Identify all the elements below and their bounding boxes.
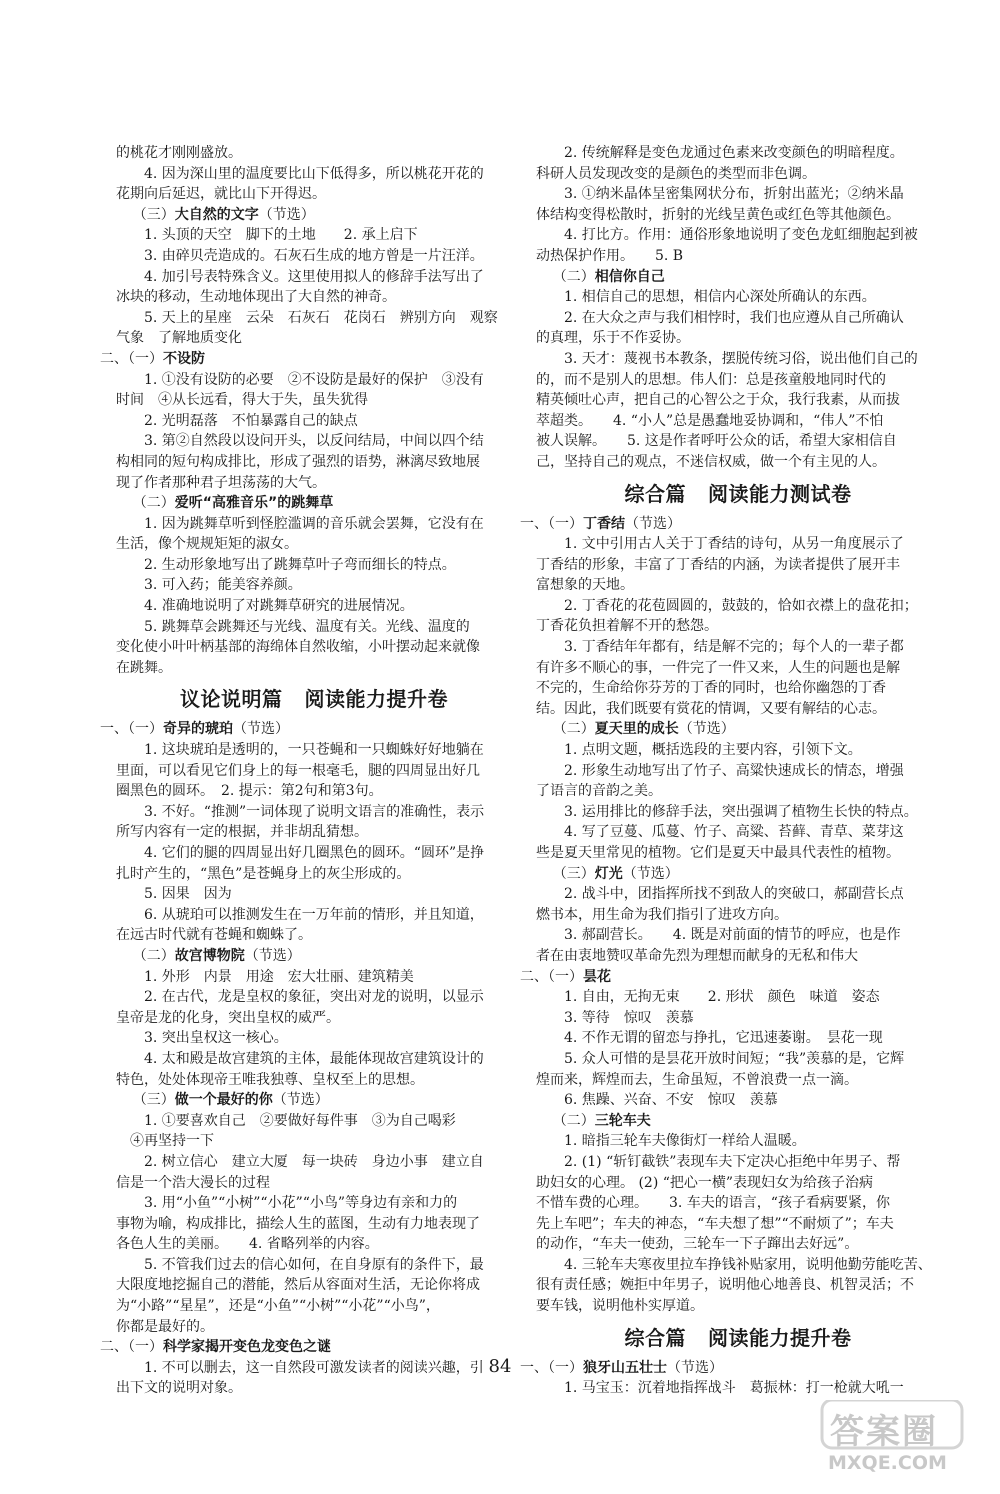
text-line: 3. 可入药；能美容养颜。 xyxy=(144,577,302,594)
text-line: 现了作者那种君子坦荡荡的大气。 xyxy=(116,474,326,491)
right-column xyxy=(520,143,940,1399)
text-line: 3. 等待 惊叹 羡慕 xyxy=(564,1009,694,1026)
text-line: 先上车吧”；车夫的神态，“车夫想了想”“不耐烦了”；车夫 xyxy=(536,1215,894,1232)
text-line: 你都是最好的。 xyxy=(116,1318,214,1335)
text-line: 4. 加引号表特殊含义。这里使用拟人的修辞手法写出了 xyxy=(144,268,484,285)
text-line: 2. 战斗中，团指挥所找不到敌人的突破口，郝副营长点 xyxy=(564,886,904,903)
text-line: 助妇女的心理。 (2) “把心一横”表现妇女为给孩子治病 xyxy=(536,1174,874,1191)
text-line: 3. 第②自然段以设问开头，以反问结局，中间以四个结 xyxy=(144,433,484,450)
section-heading xyxy=(536,483,940,505)
text-line: 萃超类。 4. “小人”总是愚蠢地妥协调和，“伟人”不怕 xyxy=(536,412,884,429)
text-line: 很有责任感；婉拒中年男子，说明他心地善良、机智灵活；不 xyxy=(536,1277,914,1294)
text-line: 2. 光明磊落 不怕暴露自己的缺点 xyxy=(144,412,358,429)
text-line: 了语言的音韵之美。 xyxy=(536,783,662,800)
label-title: 做一个最好的你 xyxy=(174,1092,273,1109)
subsection-label xyxy=(116,493,512,514)
label-title: 相信你自己 xyxy=(594,268,665,285)
text-line: 1. 暗指三轮车夫像街灯一样给人温暖。 xyxy=(564,1133,806,1150)
section-heading xyxy=(536,1327,940,1349)
text-line: 2. 在古代，龙是皇权的象征，突出对龙的说明，以显示 xyxy=(144,989,484,1006)
label-post: （节选） xyxy=(272,1092,329,1109)
label-title: 灯光 xyxy=(594,865,623,882)
text-line: 为“小路”“星星”，还是“小鱼”“小树”“小花”“小鸟”， xyxy=(116,1298,440,1315)
label-pre: 二、（一） xyxy=(520,968,583,985)
text-line: 的真理，乐于不作妥协。 xyxy=(536,330,690,347)
label-pre: （二） xyxy=(132,495,175,512)
text-line: 特色，处处体现帝王唯我独尊、皇权至上的思想。 xyxy=(116,1071,424,1088)
text-line: 己，坚持自己的观点，不迷信权威，做一个有主见的人。 xyxy=(536,453,886,470)
text-line: 4. 太和殿是故宫建筑的主体，最能体现故宫建筑设计的 xyxy=(144,1050,484,1067)
label-pre: 二、（一） xyxy=(100,350,163,367)
label-title: 丁香结 xyxy=(583,515,625,532)
text-line: 1. 文中引用古人关于丁香结的诗句，从另一角度展示了 xyxy=(564,536,904,553)
label-title: 科学家揭开变色龙变色之谜 xyxy=(163,1339,331,1356)
heading-part: 综合篇 xyxy=(624,481,686,506)
text-line: 4. 它们的腿的四周显出好几圈黑色的圆环。“圆环”是挣 xyxy=(144,845,485,861)
label-pre: （二） xyxy=(552,721,595,738)
text-line: 6. 从琥珀可以推测发生在一万年前的情形，并且知道， xyxy=(144,906,484,923)
section-label xyxy=(520,967,940,988)
label-title: 奇异的琥珀 xyxy=(163,721,233,738)
text-line: 的动作，“车夫一使劲，三轮车一下子蹿出去好远”。 xyxy=(536,1236,859,1253)
label-post: （节选） xyxy=(233,721,289,738)
text-line: 1. 马宝玉：沉着地指挥战斗 葛振林：打一枪就大吼一 xyxy=(564,1380,904,1397)
label-post: （节选） xyxy=(622,865,679,882)
text-line: 1. 自由，无拘无束 2. 形状 颜色 味道 姿态 xyxy=(564,989,880,1006)
label-title: 大自然的文字 xyxy=(174,206,259,223)
heading-part: 阅读能力提升卷 xyxy=(304,687,448,712)
text-line: ④再坚持一下 xyxy=(116,1133,214,1150)
text-line: 1. 因为跳舞草听到怪腔滥调的音乐就会罢舞，它没有在 xyxy=(144,515,484,532)
text-line: 生活，像个规规矩矩的淑女。 xyxy=(116,536,298,553)
text-line: 2. 生动形象地写出了跳舞草叶子弯而细长的特点。 xyxy=(144,556,456,573)
text-line: 气象 了解地质变化 xyxy=(116,330,242,347)
text-line: 富想象的天地。 xyxy=(536,577,634,594)
heading-part: 议论说明篇 xyxy=(180,687,283,712)
text-line: 6. 焦躁、兴奋、不安 惊叹 羡慕 xyxy=(564,1092,778,1109)
text-line: 丁香花负担着解不开的愁怨。 xyxy=(536,618,718,635)
label-post: （节选） xyxy=(667,1359,723,1376)
text-line: 者在由衷地赞叹革命先烈为理想而献身的无私和伟大 xyxy=(536,947,858,964)
label-title: 爱听“高雅音乐”的跳舞草 xyxy=(174,495,334,512)
text-line: 4. 不作无谓的留恋与挣扎，它迅速萎谢。 昙花一现 xyxy=(564,1030,883,1047)
watermark-logo xyxy=(820,1400,970,1490)
text-line: 1. 点明文题，概括选段的主要内容，引领下文。 xyxy=(564,742,862,759)
text-line: 1. ①要喜欢自己 ②要做好每件事 ③为自己喝彩 xyxy=(144,1112,456,1129)
text-line: 些是夏天里常见的植物。它们是夏天中最具代表性的植物。 xyxy=(536,845,900,861)
text-line: 变化使小叶叶柄基部的海绵体自然收缩，小叶摆动起来就像 xyxy=(116,639,480,656)
text-line: 所写内容有一定的根据，并非胡乱猜想。 xyxy=(116,824,368,841)
text-line: 1. ①没有设防的必要 ②不设防是最好的保护 ③没有 xyxy=(144,371,484,388)
text-line: 不完的，生命给你芬芳的丁香的同时，也给你幽怨的丁香 xyxy=(536,680,886,697)
text-line: 丁香结的形象，丰富了丁香结的内涵，为读者提供了展开丰 xyxy=(536,556,900,573)
text-line: 3. 运用排比的修辞手法，突出强调了植物生长快的特点。 xyxy=(564,803,918,820)
text-line: 4. 三轮车夫寒夜里拉车挣钱补贴家用，说明他勤劳能吃苦、 xyxy=(564,1256,932,1273)
text-line: 动热保护作用。 5. B xyxy=(536,247,684,264)
text-line: 的桃花才刚刚盛放。 xyxy=(116,145,242,161)
text-line: 大限度地挖掘自己的潜能，然后从容面对生活，无论你将成 xyxy=(116,1277,480,1294)
text-line: 在跳舞。 xyxy=(116,659,172,676)
text-line: 扎时产生的，“黑色”是苍蝇身上的灰尘形成的。 xyxy=(116,865,411,882)
section-heading xyxy=(116,688,512,710)
text-line: 2. 丁香花的花苞圆圆的，鼓鼓的，恰如衣襟上的盘花扣； xyxy=(564,597,918,614)
label-title: 三轮车夫 xyxy=(594,1112,651,1129)
label-pre: （二） xyxy=(552,1112,595,1129)
text-line: 结。因此，我们既要有赏花的情调，又要有解结的心志。 xyxy=(536,700,886,717)
section-label xyxy=(100,719,512,740)
text-line: 1. 这块琥珀是透明的，一只苍蝇和一只蜘蛛好好地躺在 xyxy=(144,742,484,759)
watermark-url: MXQE.COM xyxy=(828,1452,947,1474)
subsection-label xyxy=(116,1090,512,1111)
text-line: 3. 丁香结年年都有，结是解不完的；每个人的一辈子都 xyxy=(564,639,904,656)
label-post: （节选） xyxy=(258,206,315,223)
heading-part: 阅读能力测试卷 xyxy=(708,481,852,506)
heading-part: 阅读能力提升卷 xyxy=(708,1325,852,1350)
text-line: 信是一个浩大漫长的过程 xyxy=(116,1174,270,1191)
text-line: 冰块的移动，生动地体现出了大自然的神奇。 xyxy=(116,289,396,306)
text-line: 1. 不可以删去，这一自然段可激发读者的阅读兴趣，引 xyxy=(144,1359,484,1376)
subsection-label xyxy=(536,719,940,740)
text-line: 4. 写了豆蔓、瓜蔓、竹子、高粱、苔藓、青草、菜芽这 xyxy=(564,824,904,841)
text-line: 4. 打比方。作用：通俗形象地说明了变色龙虹细胞起到被 xyxy=(564,227,918,244)
text-line: 2. 在大众之声与我们相悖时，我们也应遵从自己所确认 xyxy=(564,309,904,326)
text-line: 1. 外形 内景 用途 宏大壮丽、建筑精美 xyxy=(144,968,414,985)
text-line: 5. 众人可惜的是昙花开放时间短；“我”羡慕的是，它辉 xyxy=(564,1050,905,1067)
text-line: 1. 相信自己的思想，相信内心深处所确认的东西。 xyxy=(564,289,876,306)
section-label xyxy=(100,349,512,370)
text-line: 有许多不顺心的事，一件完了一件又来，人生的问题也是解 xyxy=(536,659,900,676)
text-line: 圈黑色的圆环。 2. 提示：第2句和第3句。 xyxy=(116,783,383,800)
label-pre: 二、（一） xyxy=(100,1339,163,1356)
text-line: 3. 不好。“推测”一词体现了说明文语言的准确性，表示 xyxy=(144,803,485,820)
text-line: 3. 突出皇权这一核心。 xyxy=(144,1030,288,1047)
text-line: 花期向后延迟，就比山下开得迟。 xyxy=(116,186,326,203)
text-line: 被人误解。 5. 这是作者呼吁公众的话，希望大家相信自 xyxy=(536,433,897,450)
text-line: 煌而来，辉煌而去，生命虽短，不曾浪费一点一滴。 xyxy=(536,1071,858,1088)
subsection-label xyxy=(536,864,940,885)
text-line: 2. 传统解释是变色龙通过色素来改变颜色的明暗程度。 xyxy=(564,145,904,161)
text-line: 2. (1) “斩钉截铁”表现车夫下定决心拒绝中年男子、帮 xyxy=(564,1153,901,1170)
text-line: 时间 ④从长远看，得大于失，虽失犹得 xyxy=(116,392,368,409)
subsection-label xyxy=(536,1111,940,1132)
section-label xyxy=(520,514,940,535)
label-title: 故宫博物院 xyxy=(174,947,245,964)
text-line: 燃书本，用生命为我们指引了进攻方向。 xyxy=(536,906,788,923)
heading-part: 综合篇 xyxy=(624,1325,686,1350)
section-label xyxy=(100,1337,512,1358)
label-pre: （二） xyxy=(552,268,595,285)
text-line: 不惜车费的心理。 3. 车夫的语言，“孩子看病要紧，你 xyxy=(536,1195,890,1212)
text-line: 事物为喻，构成排比，描绘人生的蓝图，生动有力地表现了 xyxy=(116,1215,480,1232)
left-column xyxy=(100,143,512,1399)
text-line: 2. 形象生动地写出了竹子、高粱快速成长的情态，增强 xyxy=(564,762,904,779)
text-line: 皇帝是龙的化身，突出皇权的威严。 xyxy=(116,1009,340,1026)
label-title: 狼牙山五壮士 xyxy=(583,1359,667,1376)
text-line: 里面，可以看见它们身上的每一根毫毛，腿的四周显出好几 xyxy=(116,762,480,779)
label-pre: （三） xyxy=(552,865,595,882)
text-line: 在远古时代就有苍蝇和蜘蛛了。 xyxy=(116,927,312,944)
text-line: 3. 郝副营长。 4. 既是对前面的情节的呼应，也是作 xyxy=(564,927,901,944)
label-post: （节选） xyxy=(678,721,735,738)
label-post: （节选） xyxy=(625,515,681,532)
text-line: 的，而不是别人的思想。伟人们：总是孩童般地同时代的 xyxy=(536,371,886,388)
text-line: 4. 准确地说明了对跳舞草研究的进展情况。 xyxy=(144,598,414,615)
label-title: 夏天里的成长 xyxy=(594,721,679,738)
label-pre: 一、（一） xyxy=(520,1359,583,1376)
text-line: 体结构变得松散时，折射的光线呈黄色或红色等其他颜色。 xyxy=(536,206,900,223)
watermark-text: 答案圈 xyxy=(830,1412,938,1452)
label-pre: 一、（一） xyxy=(520,515,583,532)
text-line: 2. 树立信心 建立大厦 每一块砖 身边小事 建立自 xyxy=(144,1153,484,1170)
text-line: 3. ①纳米晶体呈密集网状分布，折射出蓝光；②纳米晶 xyxy=(564,186,904,203)
text-line: 5. 因果 因为 xyxy=(144,886,232,903)
text-line: 各色人生的美丽。 4. 省略列举的内容。 xyxy=(116,1236,379,1253)
text-line: 3. 用“小鱼”“小树”“小花”“小鸟”等身边有亲和力的 xyxy=(144,1195,458,1212)
label-pre: （二） xyxy=(132,947,175,964)
subsection-label xyxy=(116,205,512,226)
text-line: 出下文的说明对象。 xyxy=(116,1380,242,1397)
text-line: 5. 不管我们过去的信心如何，在自身原有的条件下，最 xyxy=(144,1256,484,1273)
label-pre: （三） xyxy=(132,1092,175,1109)
label-pre: 一、（一） xyxy=(100,721,163,738)
text-line: 3. 天才：蔑视书本教条，摆脱传统习俗，说出他们自己的 xyxy=(564,350,918,367)
text-line: 4. 因为深山里的温度要比山下低得多，所以桃花开花的 xyxy=(144,165,484,182)
text-line: 精英倾吐心声，把自己的心智公之于众，我行我素，从而拔 xyxy=(536,392,900,409)
subsection-label xyxy=(536,267,940,288)
text-line: 1. 头顶的天空 脚下的土地 2. 承上启下 xyxy=(144,227,418,244)
text-line: 科研人员发现改变的是颜色的类型而非色调。 xyxy=(536,165,816,182)
subsection-label xyxy=(116,946,512,967)
text-line: 要车钱，说明他朴实厚道。 xyxy=(536,1298,704,1315)
label-title: 昙花 xyxy=(583,968,611,985)
label-pre: （三） xyxy=(132,206,175,223)
label-title: 不设防 xyxy=(163,350,205,367)
text-line: 3. 由碎贝壳造成的。石灰石生成的地方曾是一片汪洋。 xyxy=(144,247,484,264)
page-number: 84 xyxy=(488,1356,512,1377)
text-line: 构相同的短句构成排比，形成了强烈的语势，淋漓尽致地展 xyxy=(116,453,480,470)
label-post: （节选） xyxy=(244,947,301,964)
text-line: 5. 天上的星座 云朵 石灰石 花岗石 辨别方向 观察 xyxy=(144,309,498,326)
text-line: 5. 跳舞草会跳舞还与光线、温度有关。光线、温度的 xyxy=(144,618,470,635)
